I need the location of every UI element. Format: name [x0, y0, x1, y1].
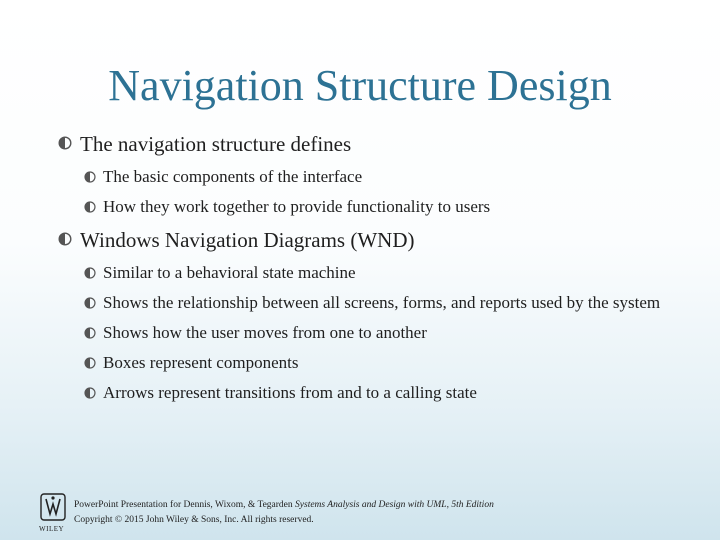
half-circle-bullet-icon — [84, 357, 96, 369]
half-circle-bullet-icon — [58, 232, 72, 246]
footer-line-1 — [74, 498, 494, 513]
bullet-level2 — [38, 196, 688, 218]
bullet-text: Arrows represent transitions from and to a calling state — [103, 383, 477, 402]
bullet-text: The basic components of the interface — [103, 167, 363, 186]
bullet-level1 — [38, 226, 688, 254]
half-circle-bullet-icon — [84, 171, 96, 183]
half-circle-bullet-icon — [84, 267, 96, 279]
bullet-text: Shows the relationship between all screens, forms, and reports used by the system — [103, 293, 661, 312]
bullet-text: The navigation structure defines — [80, 132, 352, 156]
footer-book-title: Systems Analysis and Design with UML, 5th Edition — [295, 500, 494, 510]
slide-footer — [36, 490, 676, 536]
bullet-text: How they work together to provide functionality to users — [103, 197, 491, 216]
bullet-text: Boxes represent components — [103, 353, 299, 372]
slide-title: Navigation Structure Design — [108, 61, 612, 110]
half-circle-bullet-icon — [84, 201, 96, 213]
bullet-level2 — [38, 382, 688, 404]
bullet-level2 — [38, 262, 688, 284]
footer-credit — [74, 498, 494, 528]
footer-copyright: Copyright © 2015 John Wiley & Sons, Inc. All rights reserved. — [74, 515, 314, 525]
slide-content — [38, 130, 688, 404]
bullet-level2 — [38, 292, 688, 314]
bullet-text: Windows Navigation Diagrams (WND) — [80, 228, 415, 252]
bullet-level2 — [38, 352, 688, 374]
wiley-emblem-icon — [36, 490, 70, 524]
half-circle-bullet-icon — [84, 297, 96, 309]
bullet-level1 — [38, 130, 688, 158]
bullet-text: Similar to a behavioral state machine — [103, 263, 356, 282]
half-circle-bullet-icon — [84, 387, 96, 399]
logo-text: WILEY — [39, 525, 65, 533]
footer-prefix: PowerPoint Presentation for Dennis, Wixom, & Tegarden — [74, 500, 296, 510]
half-circle-bullet-icon — [58, 136, 72, 150]
wiley-logo — [36, 490, 70, 536]
bullet-level2 — [38, 322, 688, 344]
half-circle-bullet-icon — [84, 327, 96, 339]
bullet-level2 — [38, 166, 688, 188]
bullet-text: Shows how the user moves from one to another — [103, 323, 427, 342]
